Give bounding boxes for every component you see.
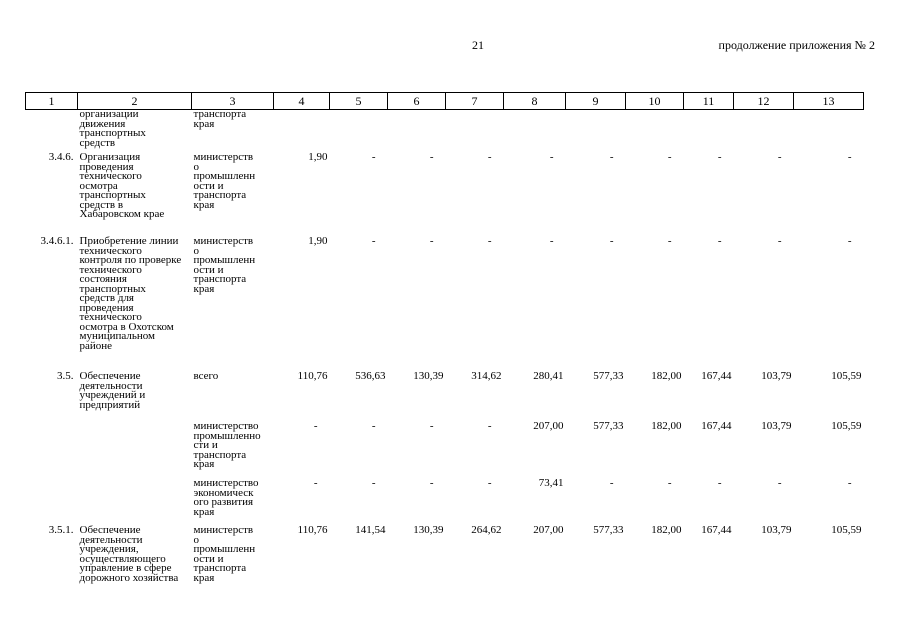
value-cell: 130,39 [413,370,444,382]
value-cell [566,110,626,149]
value-cell: - [371,420,376,432]
value-cell: - [549,235,554,247]
row-code-cell [26,422,78,479]
column-header: 6 [388,93,446,110]
column-header: 4 [274,93,330,110]
column-header: 3 [192,93,274,110]
value-cell: - [667,151,672,163]
value-cell: 103,79 [761,524,792,536]
row-name-cell: Приобретение линии технического контроля по проверке технического состояния транспортных средств для проведения технического осмотра в Охотском муниципальном районе [79,235,182,352]
column-header: 2 [78,93,192,110]
value-cell: - [847,477,852,489]
value-cell: 182,00 [651,420,682,432]
value-cell: 110,76 [297,524,328,536]
row-name-cell [78,479,192,526]
budget-table [25,92,864,601]
value-cell: - [667,235,672,247]
value-cell: 207,00 [533,420,564,432]
value-cell: 105,59 [831,524,862,536]
value-cell [794,110,864,149]
value-cell: 103,79 [761,420,792,432]
value-cell: - [313,420,318,432]
value-cell: 280,41 [533,370,564,382]
value-cell: 182,00 [651,524,682,536]
row-name-cell [78,422,192,479]
row-name-cell: Обеспечение деятельности учреждений и предприятий [79,370,146,411]
value-cell: 536,63 [355,370,386,382]
value-cell [684,110,734,149]
row-code-cell: 3.4.6. [48,151,74,163]
value-cell: 167,44 [701,370,732,382]
value-cell: - [487,235,492,247]
row-executor-cell: министерство промышленно сти и транспорта края [193,420,261,470]
column-header: 12 [734,93,794,110]
value-cell: 207,00 [533,524,564,536]
value-cell: - [777,235,782,247]
value-cell: - [371,235,376,247]
value-cell: - [847,235,852,247]
row-code-cell [26,479,78,526]
table-row [26,526,864,601]
value-cell: - [429,151,434,163]
value-cell: - [609,235,614,247]
value-cell [330,110,388,149]
value-cell: - [717,477,722,489]
column-header: 1 [26,93,78,110]
page-number: 21 [472,38,484,52]
row-executor-cell: всего [193,370,219,382]
table-row [26,479,864,526]
value-cell: - [487,151,492,163]
table-row [26,148,864,232]
row-code-cell [26,110,78,149]
value-cell [274,110,330,149]
row-name-cell: Организация проведения технического осмотра транспортных средств в Хабаровском крае [79,151,165,220]
row-name-cell: организации движения транспортных средств [79,108,146,149]
value-cell: 182,00 [651,370,682,382]
value-cell: - [717,151,722,163]
value-cell [388,110,446,149]
value-cell: - [487,420,492,432]
value-cell: - [777,477,782,489]
row-executor-cell: министерств о промышленн ости и транспорта края [193,524,256,584]
value-cell: 167,44 [701,420,732,432]
value-cell: - [609,151,614,163]
value-cell: - [487,477,492,489]
row-executor-cell: министерств о промышленн ости и транспорта края [193,235,256,295]
appendix-note: продолжение приложения № 2 [718,38,875,52]
row-executor-cell: министерство экономическ ого развития края [193,477,259,518]
value-cell: 110,76 [297,370,328,382]
value-cell: - [847,151,852,163]
value-cell: - [549,151,554,163]
value-cell [626,110,684,149]
value-cell: - [429,477,434,489]
value-cell: 577,33 [593,370,624,382]
value-cell [504,110,566,149]
table-row [26,232,864,369]
row-code-cell: 3.5. [57,370,74,382]
value-cell: 167,44 [701,524,732,536]
value-cell: - [667,477,672,489]
row-name-cell: Обеспечение деятельности учреждения, осуществляющего управление в сфере дорожного хозяйства [79,524,179,584]
table-row [26,369,864,422]
value-cell: 103,79 [761,370,792,382]
value-cell [734,110,794,149]
column-header: 5 [330,93,388,110]
value-cell: 130,39 [413,524,444,536]
column-number-row [26,93,864,110]
column-header: 13 [794,93,864,110]
row-code-cell: 3.4.6.1. [40,235,74,247]
value-cell: - [371,151,376,163]
value-cell: 73,41 [538,477,564,489]
column-header: 10 [626,93,684,110]
value-cell: 577,33 [593,420,624,432]
column-header: 7 [446,93,504,110]
value-cell: 314,62 [471,370,502,382]
value-cell: - [777,151,782,163]
value-cell: - [371,477,376,489]
table-row [26,110,864,149]
value-cell: 577,33 [593,524,624,536]
value-cell: - [717,235,722,247]
value-cell: - [313,477,318,489]
value-cell: 105,59 [831,370,862,382]
value-cell: - [609,477,614,489]
value-cell: 1,90 [308,151,328,163]
value-cell: 105,59 [831,420,862,432]
row-executor-cell: министерств о промышленн ости и транспорта края [193,151,256,211]
column-header: 9 [566,93,626,110]
value-cell: 264,62 [471,524,502,536]
column-header: 8 [504,93,566,110]
row-executor-cell: транспорта края [193,108,247,130]
value-cell: - [429,235,434,247]
value-cell: 1,90 [308,235,328,247]
value-cell [446,110,504,149]
value-cell: - [429,420,434,432]
value-cell: 141,54 [355,524,386,536]
table-row [26,422,864,479]
column-header: 11 [684,93,734,110]
row-code-cell: 3.5.1. [48,524,74,536]
